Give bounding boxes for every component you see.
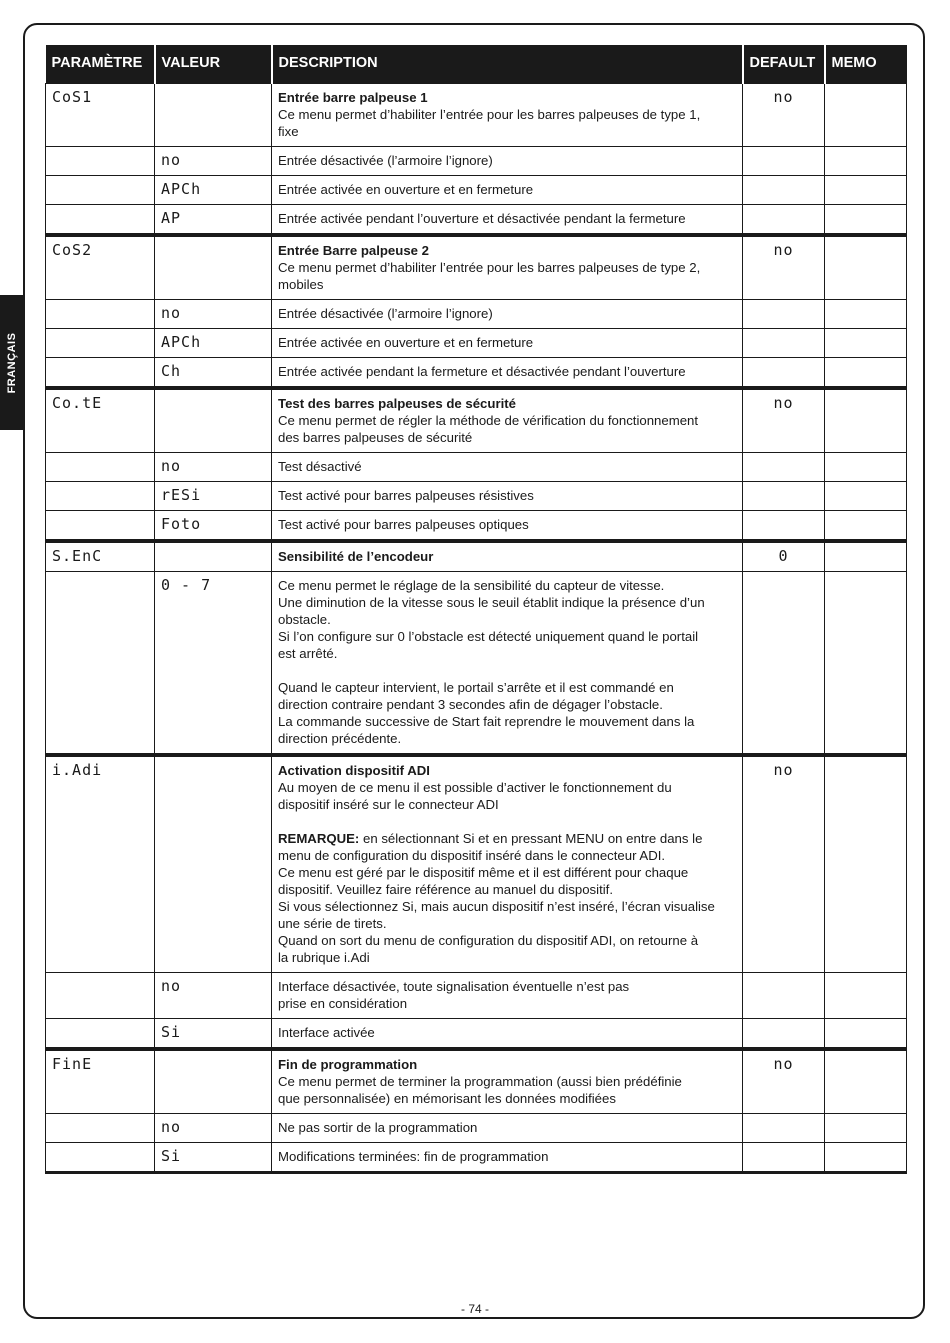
value-cell: no (155, 972, 272, 1018)
default-cell (743, 204, 825, 235)
description-cell (272, 204, 743, 235)
default-cell: 0 (743, 541, 825, 572)
param-cell (46, 204, 155, 235)
description-line: Quand on sort du menu de configuration du dispositif ADI, on retourne à (278, 932, 699, 948)
param-cell (46, 1113, 155, 1142)
default-cell (743, 1142, 825, 1172)
value-cell (155, 755, 272, 973)
description-line: Test activé pour barres palpeuses résistives (278, 487, 534, 503)
memo-cell (825, 83, 907, 146)
description-line: Interface désactivée, toute signalisation éventuelle n’est pas (278, 978, 630, 994)
param-cell: CoS2 (46, 235, 155, 300)
description-cell (272, 299, 743, 328)
param-cell (46, 1018, 155, 1049)
language-tab (0, 295, 23, 430)
header-param: PARAMÈTRE (46, 45, 155, 83)
table-row (46, 175, 907, 204)
description-line: La commande successive de Start fait reprendre le mouvement dans la (278, 713, 695, 729)
memo-cell (825, 235, 907, 300)
value-cell: Ch (155, 357, 272, 388)
description-line: direction précédente. (278, 730, 402, 746)
default-cell (743, 571, 825, 755)
value-cell: no (155, 452, 272, 481)
description-title: Entrée Barre palpeuse 2 (278, 242, 429, 258)
table-row (46, 299, 907, 328)
description-spacer (278, 813, 736, 830)
description-line: Au moyen de ce menu il est possible d’activer le fonctionnement du (278, 779, 672, 795)
description-line: Si vous sélectionnez Si, mais aucun dispositif n’est inséré, l’écran visualise (278, 898, 715, 914)
description-line: dispositif. Veuillez faire référence au manuel du dispositif. (278, 881, 613, 897)
memo-cell (825, 1142, 907, 1172)
description-line: fixe (278, 123, 299, 139)
table-row (46, 83, 907, 146)
table-row (46, 510, 907, 541)
description-line: Ce menu permet de régler la méthode de vérification du fonctionnement (278, 412, 699, 428)
table-body (46, 83, 907, 1172)
value-cell: APCh (155, 328, 272, 357)
memo-cell (825, 328, 907, 357)
default-cell (743, 357, 825, 388)
table-row (46, 541, 907, 572)
param-cell (46, 452, 155, 481)
description-cell (272, 1018, 743, 1049)
page-number: - 74 - (460, 1302, 489, 1316)
table-row (46, 1113, 907, 1142)
description-cell (272, 452, 743, 481)
memo-cell (825, 175, 907, 204)
description-cell (272, 328, 743, 357)
table-row (46, 1142, 907, 1172)
description-line: des barres palpeuses de sécurité (278, 429, 473, 445)
memo-cell (825, 481, 907, 510)
table-row (46, 146, 907, 175)
param-cell (46, 510, 155, 541)
memo-cell (825, 972, 907, 1018)
description-line: Si l’on configure sur 0 l’obstacle est détecté uniquement quand le portail (278, 628, 699, 644)
value-cell: no (155, 299, 272, 328)
default-cell (743, 972, 825, 1018)
description-cell (272, 481, 743, 510)
param-cell: Co.tE (46, 388, 155, 453)
param-cell (46, 481, 155, 510)
description-line: Ce menu permet d’habiliter l’entrée pour les barres palpeuses de type 2, (278, 259, 701, 275)
table-row (46, 755, 907, 973)
value-cell: AP (155, 204, 272, 235)
table-row (46, 388, 907, 453)
description-cell (272, 1049, 743, 1114)
memo-cell (825, 204, 907, 235)
default-cell (743, 452, 825, 481)
param-cell: CoS1 (46, 83, 155, 146)
description-line: Interface activée (278, 1024, 375, 1040)
description-line: Modifications terminées: fin de programmation (278, 1148, 549, 1164)
header-value: VALEUR (155, 45, 272, 83)
default-cell (743, 328, 825, 357)
default-cell: no (743, 388, 825, 453)
default-cell: no (743, 83, 825, 146)
description-title: Test des barres palpeuses de sécurité (278, 395, 516, 411)
default-cell (743, 1018, 825, 1049)
memo-cell (825, 146, 907, 175)
description-line: Entrée activée en ouverture et en fermeture (278, 181, 534, 197)
description-line: Quand le capteur intervient, le portail s’arrête et il est commandé en (278, 679, 674, 695)
description-cell (272, 755, 743, 973)
description-cell (272, 972, 743, 1018)
description-title: Sensibilité de l’encodeur (278, 548, 434, 564)
default-cell (743, 1113, 825, 1142)
value-cell (155, 1049, 272, 1114)
default-cell (743, 299, 825, 328)
description-spacer (278, 662, 736, 679)
description-line: REMARQUE: en sélectionnant Si et en pressant MENU on entre dans le (278, 830, 703, 846)
memo-cell (825, 357, 907, 388)
param-cell (46, 1142, 155, 1172)
param-cell (46, 328, 155, 357)
language-tab-label: FRANÇAIS (5, 332, 18, 393)
description-line: prise en considération (278, 995, 408, 1011)
memo-cell (825, 541, 907, 572)
description-line: Entrée activée pendant la fermeture et désactivée pendant l’ouverture (278, 363, 686, 379)
value-cell (155, 83, 272, 146)
description-line: dispositif inséré sur le connecteur ADI (278, 796, 499, 812)
value-cell: 0 - 7 (155, 571, 272, 755)
table-row (46, 328, 907, 357)
memo-cell (825, 1049, 907, 1114)
default-cell: no (743, 755, 825, 973)
table-header-row (46, 45, 907, 83)
description-cell (272, 357, 743, 388)
param-cell (46, 299, 155, 328)
description-line: Entrée activée pendant l’ouverture et désactivée pendant la fermeture (278, 210, 686, 226)
description-cell (272, 388, 743, 453)
table-row (46, 1049, 907, 1114)
description-cell (272, 541, 743, 572)
description-cell (272, 175, 743, 204)
table-row (46, 235, 907, 300)
memo-cell (825, 452, 907, 481)
value-cell: Si (155, 1018, 272, 1049)
description-cell (272, 146, 743, 175)
value-cell: Foto (155, 510, 272, 541)
description-line: Ne pas sortir de la programmation (278, 1119, 478, 1135)
memo-cell (825, 510, 907, 541)
param-cell (46, 175, 155, 204)
description-line: menu de configuration du dispositif inséré dans le connecteur ADI. (278, 847, 666, 863)
description-line: Ce menu permet le réglage de la sensibilité du capteur de vitesse. (278, 577, 665, 593)
table-row (46, 204, 907, 235)
table-row (46, 1018, 907, 1049)
description-cell (272, 235, 743, 300)
default-cell (743, 510, 825, 541)
description-line: que personnalisée) en mémorisant les données modifiées (278, 1090, 616, 1106)
memo-cell (825, 299, 907, 328)
description-cell (272, 1113, 743, 1142)
description-line: une série de tirets. (278, 915, 387, 931)
description-line: Ce menu permet de terminer la programmation (aussi bien prédéfinie (278, 1073, 682, 1089)
param-cell: S.EnC (46, 541, 155, 572)
value-cell (155, 235, 272, 300)
param-cell (46, 146, 155, 175)
parameter-table (45, 45, 907, 1174)
description-line: est arrêté. (278, 645, 338, 661)
table-row (46, 452, 907, 481)
value-cell: APCh (155, 175, 272, 204)
default-cell: no (743, 235, 825, 300)
description-title: Fin de programmation (278, 1056, 418, 1072)
value-cell: no (155, 1113, 272, 1142)
description-line: direction contraire pendant 3 secondes afin de dégager l’obstacle. (278, 696, 663, 712)
description-line: mobiles (278, 276, 324, 292)
description-line: Une diminution de la vitesse sous le seuil établit indique la présence d’un (278, 594, 705, 610)
param-cell (46, 571, 155, 755)
memo-cell (825, 755, 907, 973)
value-cell (155, 541, 272, 572)
param-cell: i.Adi (46, 755, 155, 973)
description-cell (272, 1142, 743, 1172)
description-line: Entrée activée en ouverture et en fermeture (278, 334, 534, 350)
description-cell (272, 83, 743, 146)
description-line: Entrée désactivée (l’armoire l’ignore) (278, 152, 493, 168)
value-cell: rESi (155, 481, 272, 510)
value-cell: Si (155, 1142, 272, 1172)
description-title: Entrée barre palpeuse 1 (278, 89, 428, 105)
value-cell (155, 388, 272, 453)
description-title: Activation dispositif ADI (278, 762, 430, 778)
description-line: Entrée désactivée (l’armoire l’ignore) (278, 305, 493, 321)
param-cell (46, 972, 155, 1018)
description-line: obstacle. (278, 611, 331, 627)
description-line: Test désactivé (278, 458, 362, 474)
description-cell (272, 571, 743, 755)
default-cell (743, 175, 825, 204)
memo-cell (825, 571, 907, 755)
header-description: DESCRIPTION (272, 45, 743, 83)
table-row (46, 481, 907, 510)
description-line: Ce menu est géré par le dispositif même et il est différent pour chaque (278, 864, 689, 880)
default-cell: no (743, 1049, 825, 1114)
table-row (46, 972, 907, 1018)
description-line: la rubrique i.Adi (278, 949, 370, 965)
description-line: Test activé pour barres palpeuses optiques (278, 516, 529, 532)
table-row (46, 357, 907, 388)
header-default: DEFAULT (743, 45, 825, 83)
default-cell (743, 146, 825, 175)
memo-cell (825, 1113, 907, 1142)
header-memo: MEMO (825, 45, 907, 83)
memo-cell (825, 1018, 907, 1049)
param-cell (46, 357, 155, 388)
value-cell: no (155, 146, 272, 175)
default-cell (743, 481, 825, 510)
param-cell: FinE (46, 1049, 155, 1114)
memo-cell (825, 388, 907, 453)
description-cell (272, 510, 743, 541)
description-line: Ce menu permet d’habiliter l’entrée pour les barres palpeuses de type 1, (278, 106, 701, 122)
table-row (46, 571, 907, 755)
